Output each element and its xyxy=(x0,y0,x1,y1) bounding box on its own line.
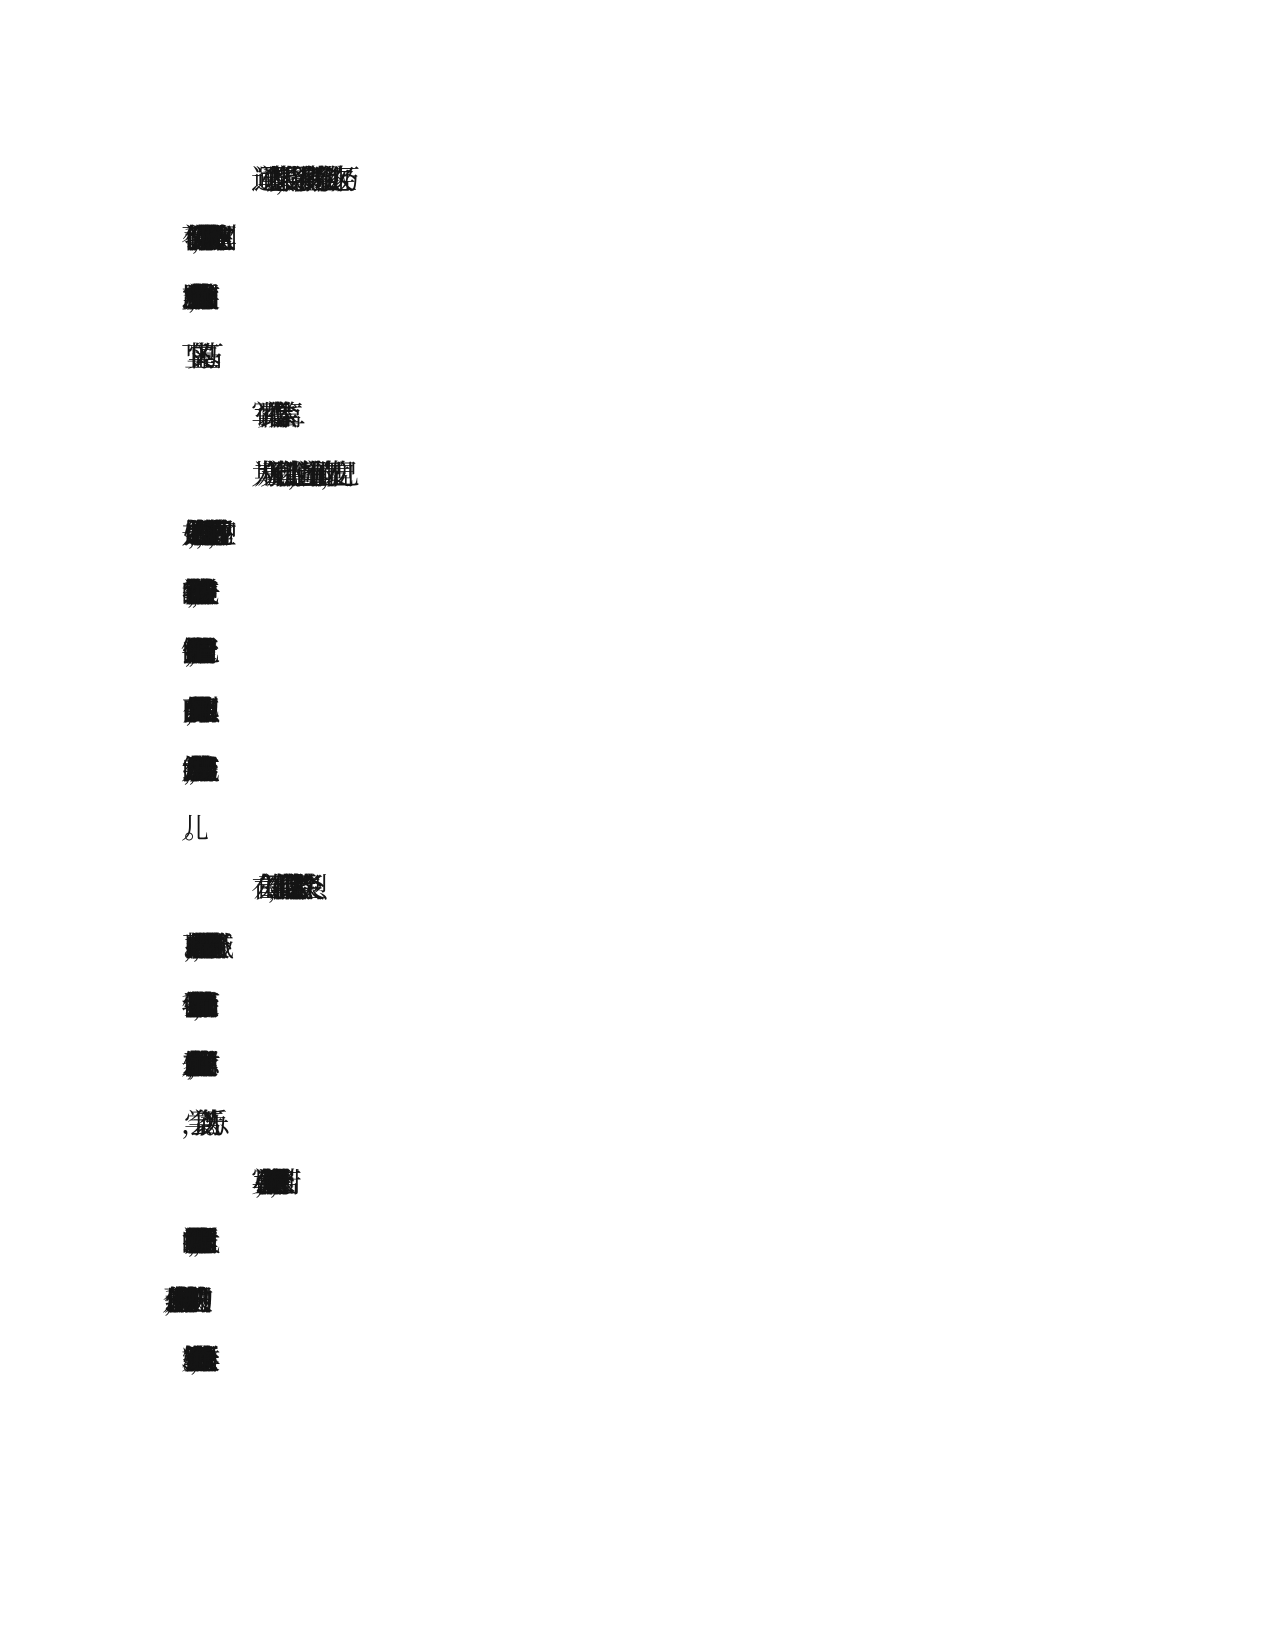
text-line: 日下，执着的做着俯卧撑，就算身体再酸再痛也咬着牙不喊“报告”。 xyxy=(181,930,185,963)
text-line: 通过军训志愿实践，我得到了很多宝贵的经验和教训。这次经历 xyxy=(251,163,336,196)
text-line: 军训生活虽然单调乏味，“折磨”身心，但正是这令行禁止、刻苦 xyxy=(251,1166,276,1199)
text-line: 是立志做泰山顶上的青松，傲然屹立，无惧风雨。我们也学会了忍耐 xyxy=(181,1048,194,1081)
text-line: 是如此的脆弱，经不起风的摇曳，受不了雨的洒落。而现在，温室中 xyxy=(181,517,212,550)
text-line: 的我们经过了军训的千锤百炼，已然褪去了稚嫩的外表，蜕变成铮铮 xyxy=(181,576,194,609)
text-line: 志愿实践会成为我人生中重要的一课，它将为我未来的成长和发展铺 xyxy=(181,281,194,314)
text-line: 儿。 xyxy=(181,812,188,845)
section-heading: 军训实践心得体会篇二 xyxy=(251,399,282,432)
text-line: 在六天的军训中，我们学会了什么?我们学会了坚持。在炎炎烈 xyxy=(251,871,303,904)
text-line: 为期六天的军训已悄然走过，回首遥望军训前的自己，发现自己 xyxy=(251,458,336,491)
text-line: 的训练才能正真的强健我们的体魄，锤炼我们的意志。军训之后，我 xyxy=(181,1225,194,1258)
text-line: 我们学会了自强不息。不再甘愿做温室里被父母呵护的娇弱花朵，而 xyxy=(181,989,194,1022)
text-line: 不仅让我体验到了艰苦，也让我收获了成长的喜悦。我相信这次军训 xyxy=(181,222,212,255)
text-line: 铁骨的热血男儿，经得起寒风的怒号，受得住冰雨的击打。看着自己 xyxy=(181,635,194,668)
text-line: ，学会了以苦为乐。 xyxy=(181,1107,209,1140)
text-line: 由内而外产生的变化，看着自己一步一个脚印踏踏实实从军训的起点 xyxy=(181,694,194,727)
text-line: 走向终点，见证了这几天的付出和收获，也见证了自己从男孩变成男 xyxy=(181,753,194,786)
text-line: 、如精钢。军训是青春岁月里一道靓丽的风景线，是青葱画卷里最鲜 xyxy=(181,1343,194,1376)
text-line: 下坚实的基石。 xyxy=(181,340,203,373)
text-line xyxy=(0,1279,1275,1323)
